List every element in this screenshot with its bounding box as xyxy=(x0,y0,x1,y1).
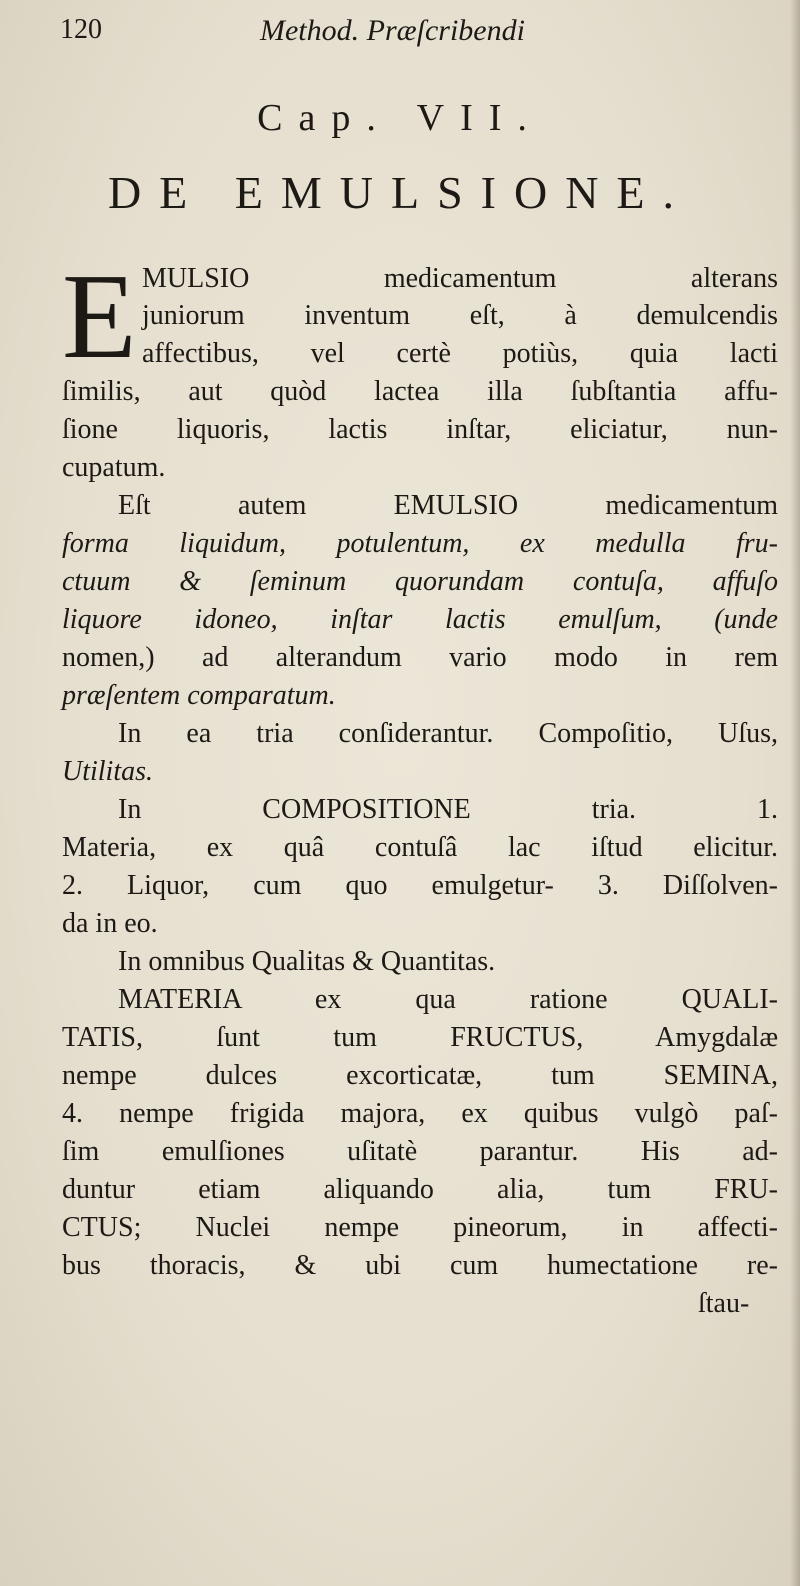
text-line: affectibus, vel certè potiùs, quia lacti xyxy=(142,338,778,369)
page-number: 120 xyxy=(60,14,102,45)
text-line: MATERIA ex qua ratione QUALI- xyxy=(118,984,778,1015)
text-line: ctuum & ſeminum quorundam contuſa, affuſo xyxy=(62,566,778,597)
text-line: bus thoracis, & ubi cum humectatione re- xyxy=(62,1250,778,1281)
catchword: ſtau- xyxy=(698,1288,750,1319)
text-line: Eſt autem EMULSIO medicamentum xyxy=(118,490,778,521)
text-line: ſimilis, aut quòd lactea illa ſubſtantia affu- xyxy=(62,376,778,407)
text-line: MULSIO medicamentum alterans xyxy=(142,263,778,294)
text-line: nomen,) ad alterandum vario modo in rem xyxy=(62,642,778,673)
text-line: duntur etiam aliquando alia, tum FRU- xyxy=(62,1174,778,1205)
text-line: cupatum. xyxy=(62,452,166,483)
text-line: præſentem comparatum. xyxy=(62,680,336,711)
text-line: 4. nempe frigida majora, ex quibus vulgò paſ- xyxy=(62,1098,778,1129)
text-line: Utilitas. xyxy=(62,756,154,787)
page-header xyxy=(60,14,620,56)
text-line: juniorum inventum eſt, à demulcendis xyxy=(142,300,778,331)
text-line: Materia, ex quâ contuſâ lac iſtud elicitur. xyxy=(62,832,778,863)
text-line: 2. Liquor, cum quo emulgetur- 3. Diſſolven- xyxy=(62,870,778,901)
text-line: In COMPOSITIONE tria. 1. xyxy=(118,794,778,825)
text-line: forma liquidum, potulentum, ex medulla fru- xyxy=(62,528,778,559)
drop-cap: E xyxy=(62,249,137,384)
text-line: TATIS, ſunt tum FRUCTUS, Amygdalæ xyxy=(62,1022,778,1053)
text-line: In omnibus Qualitas & Quantitas. xyxy=(118,946,496,977)
chapter-number: Cap. VII. xyxy=(257,97,543,139)
running-head: Method. Præſcribendi xyxy=(260,14,525,47)
text-line: nempe dulces excorticatæ, tum SEMINA, xyxy=(62,1060,778,1091)
text-line: da in eo. xyxy=(62,908,158,939)
page-edge-shadow xyxy=(790,0,800,1586)
text-line: liquore idoneo, inſtar lactis emulſum, (unde xyxy=(62,604,778,635)
text-line: ſione liquoris, lactis inſtar, eliciatur, nun- xyxy=(62,414,778,445)
chapter-title: DE EMULSIONE. xyxy=(107,167,693,218)
text-line: ſim emulſiones uſitatè parantur. His ad- xyxy=(62,1136,778,1167)
text-line: CTUS; Nuclei nempe pineorum, in affecti- xyxy=(62,1212,778,1243)
text-line: In ea tria conſiderantur. Compoſitio, Uſus, xyxy=(118,718,778,749)
